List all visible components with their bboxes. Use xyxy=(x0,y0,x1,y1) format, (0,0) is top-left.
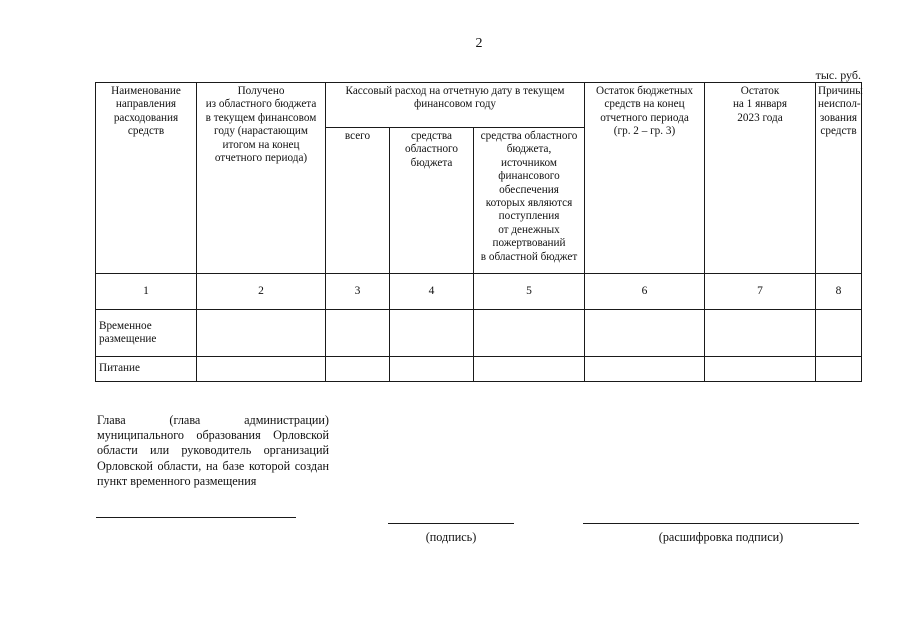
table-cell xyxy=(390,357,474,382)
header-total: всего xyxy=(326,128,390,274)
column-number: 7 xyxy=(705,274,816,310)
signature-decoding-line xyxy=(583,523,859,524)
table-cell xyxy=(585,357,705,382)
header-cash-expense-group: Кассовый расход на отчетную дату в текущем финансовом году xyxy=(326,83,585,128)
signature-decoding-caption: (расшифровка подписи) xyxy=(658,530,784,544)
table-cell xyxy=(474,357,585,382)
header-donation-funds: средства областного бюджета, источником финансового обеспечения которых являются поступления от денежных пожертвований в областной бюджет xyxy=(474,128,585,274)
unit-label: тыс. руб. xyxy=(815,68,861,82)
report-table xyxy=(95,82,862,382)
table-row xyxy=(96,310,862,357)
signature-line xyxy=(388,523,514,524)
signer-title: Глава (глава администрации) муниципального образования Орловской области или руководитель организаций Орловской области, на базе которой создан пункт временного размещения xyxy=(97,413,329,488)
column-number: 6 xyxy=(585,274,705,310)
header-balance-end: Остаток бюджетных средств на конец отчетного периода (гр. 2 – гр. 3) xyxy=(585,83,705,274)
column-number: 2 xyxy=(197,274,326,310)
table-cell xyxy=(197,310,326,357)
signer-name-line xyxy=(96,517,296,518)
row-label: Питание xyxy=(96,357,197,382)
table-header-row xyxy=(96,83,862,128)
page-number: 2 xyxy=(475,36,483,51)
table-cell xyxy=(474,310,585,357)
column-number: 4 xyxy=(390,274,474,310)
table-cell xyxy=(197,357,326,382)
header-direction: Наименование направления расходования средств xyxy=(96,83,197,274)
table-cell xyxy=(326,310,390,357)
header-received: Получено из областного бюджета в текущем финансовом году (нарастающим итогом на конец отчетного периода) xyxy=(197,83,326,274)
signature-caption: (подпись) xyxy=(425,530,477,544)
table-cell xyxy=(705,310,816,357)
row-label: Временное размещение xyxy=(96,310,197,357)
table-row xyxy=(96,357,862,382)
column-number: 8 xyxy=(816,274,862,310)
header-balance-jan: Остаток на 1 января 2023 года xyxy=(705,83,816,274)
table-cell xyxy=(705,357,816,382)
table-cell xyxy=(816,357,862,382)
column-number-row xyxy=(96,274,862,310)
header-reasons: Причины неиспол- зования средств xyxy=(816,83,862,274)
table-cell xyxy=(816,310,862,357)
column-number: 5 xyxy=(474,274,585,310)
header-regional-funds: средства областного бюджета xyxy=(390,128,474,274)
table-cell xyxy=(326,357,390,382)
column-number: 3 xyxy=(326,274,390,310)
column-number: 1 xyxy=(96,274,197,310)
table-cell xyxy=(390,310,474,357)
table-cell xyxy=(585,310,705,357)
